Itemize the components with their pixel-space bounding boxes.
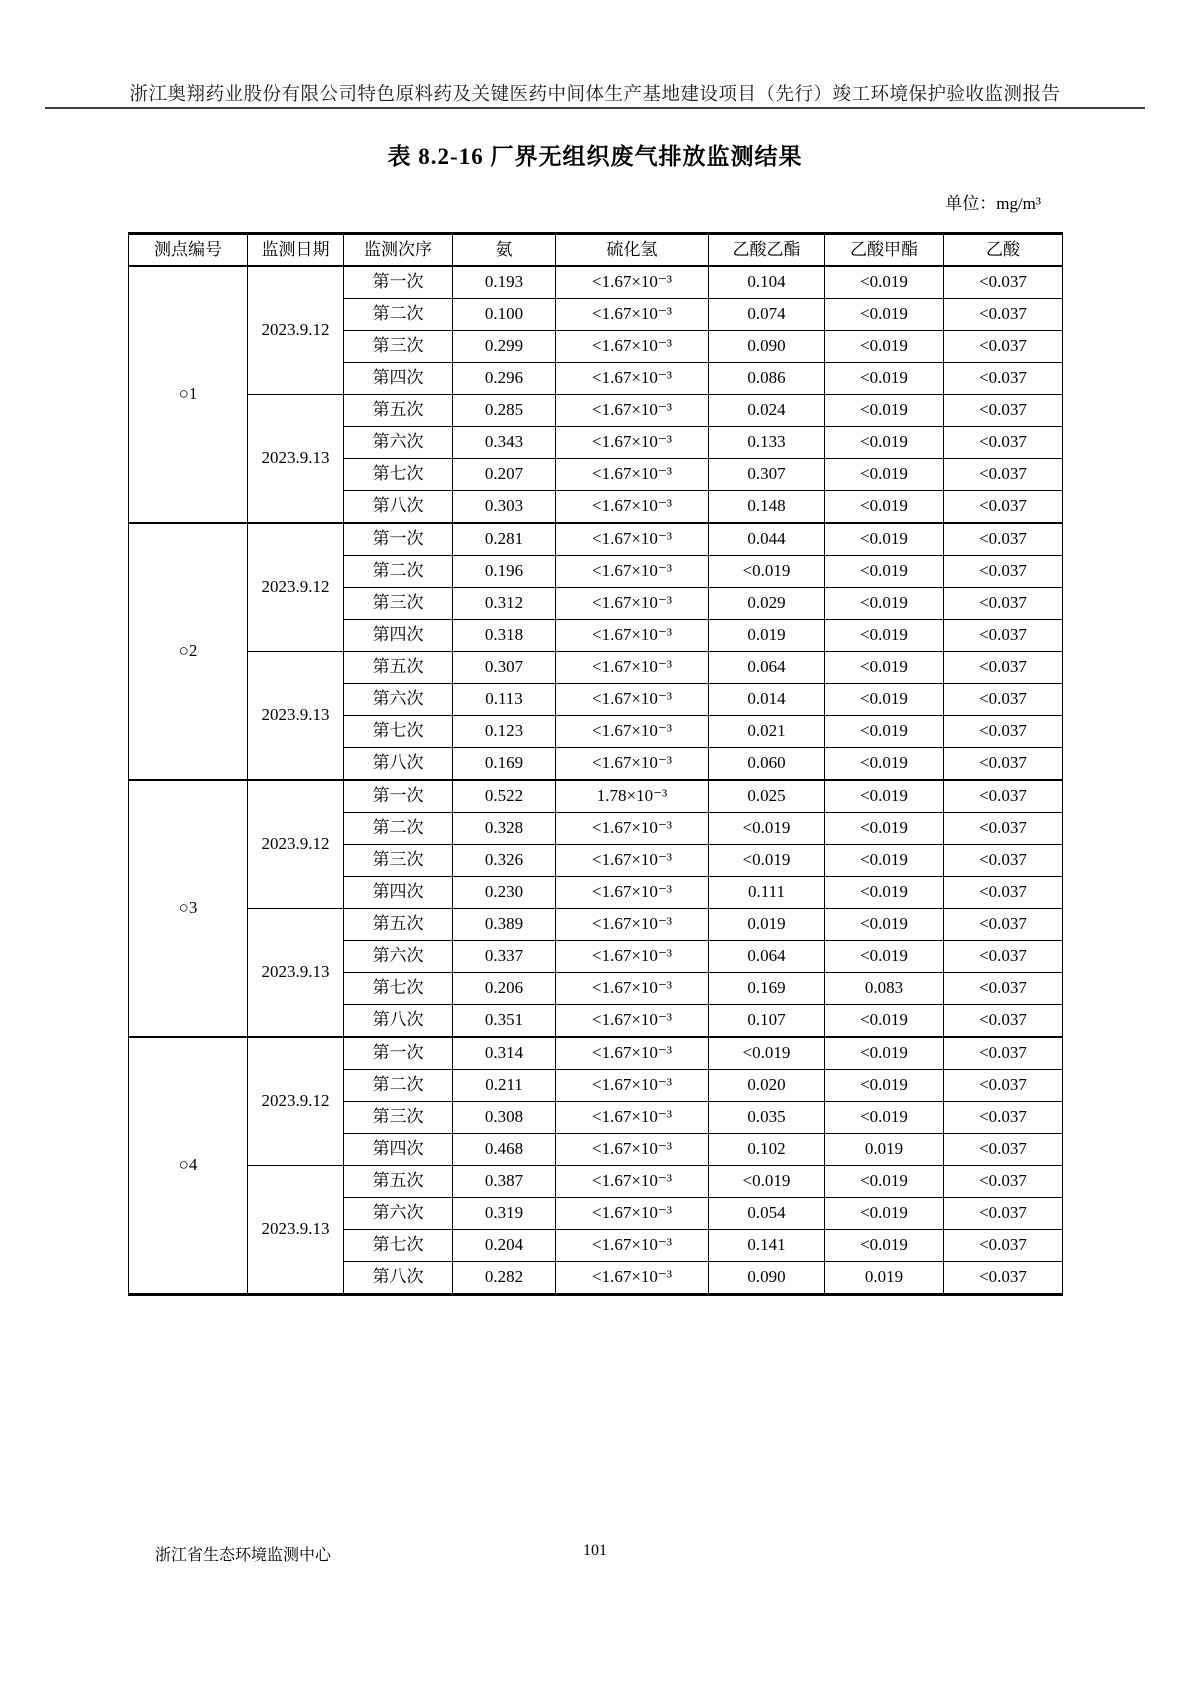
value-cell: 0.299	[453, 331, 556, 363]
value-cell: <1.67×10⁻³	[556, 941, 709, 973]
value-cell: <1.67×10⁻³	[556, 491, 709, 524]
value-cell: <1.67×10⁻³	[556, 1134, 709, 1166]
table-header-row	[129, 234, 1063, 267]
value-cell: 0.020	[709, 1070, 825, 1102]
sequence-cell: 第三次	[344, 588, 453, 620]
value-cell: <0.037	[944, 941, 1063, 973]
value-cell: <1.67×10⁻³	[556, 459, 709, 491]
value-cell: <0.019	[825, 1102, 944, 1134]
value-cell: 0.337	[453, 941, 556, 973]
sequence-cell: 第六次	[344, 941, 453, 973]
sequence-cell: 第一次	[344, 780, 453, 813]
value-cell: <0.019	[825, 813, 944, 845]
sequence-cell: 第二次	[344, 299, 453, 331]
report-header: 浙江奥翔药业股份有限公司特色原料药及关键医药中间体生产基地建设项目（先行）竣工环境保护验收监测报告	[129, 85, 1061, 105]
date-cell: 2023.9.12	[248, 1037, 344, 1166]
value-cell: <0.019	[825, 1166, 944, 1198]
value-cell: 0.193	[453, 266, 556, 299]
value-cell: <1.67×10⁻³	[556, 1262, 709, 1295]
sequence-cell: 第四次	[344, 620, 453, 652]
value-cell: <1.67×10⁻³	[556, 1037, 709, 1070]
value-cell: <1.67×10⁻³	[556, 556, 709, 588]
value-cell: <0.019	[825, 523, 944, 556]
value-cell: <0.037	[944, 1230, 1063, 1262]
value-cell: 0.083	[825, 973, 944, 1005]
value-cell: <0.019	[709, 813, 825, 845]
value-cell: 0.296	[453, 363, 556, 395]
value-cell: 0.230	[453, 877, 556, 909]
footer-page-number: 101	[583, 1542, 607, 1559]
value-cell: <0.037	[944, 1262, 1063, 1295]
value-cell: 0.113	[453, 684, 556, 716]
value-cell: <1.67×10⁻³	[556, 748, 709, 781]
unit-label: 单位：mg/m³	[945, 194, 1041, 213]
value-cell: <0.019	[709, 556, 825, 588]
value-cell: <1.67×10⁻³	[556, 973, 709, 1005]
date-cell: 2023.9.12	[248, 266, 344, 395]
column-header: 监测次序	[344, 234, 453, 267]
value-cell: <0.019	[825, 459, 944, 491]
value-cell: <0.019	[825, 1230, 944, 1262]
value-cell: <1.67×10⁻³	[556, 427, 709, 459]
value-cell: <0.037	[944, 1005, 1063, 1038]
value-cell: <1.67×10⁻³	[556, 299, 709, 331]
value-cell: <0.019	[825, 909, 944, 941]
column-header: 乙酸甲酯	[825, 234, 944, 267]
value-cell: 0.308	[453, 1102, 556, 1134]
value-cell: <1.67×10⁻³	[556, 716, 709, 748]
value-cell: 0.019	[709, 620, 825, 652]
value-cell: <0.019	[825, 780, 944, 813]
value-cell: <0.019	[825, 1037, 944, 1070]
point-id-cell: ○3	[129, 780, 248, 1037]
value-cell: <1.67×10⁻³	[556, 620, 709, 652]
value-cell: 0.326	[453, 845, 556, 877]
sequence-cell: 第二次	[344, 556, 453, 588]
value-cell: <0.037	[944, 973, 1063, 1005]
sequence-cell: 第八次	[344, 748, 453, 781]
value-cell: 0.314	[453, 1037, 556, 1070]
table-row	[129, 266, 1063, 299]
page-title: 表 8.2-16 厂界无组织废气排放监测结果	[387, 144, 803, 169]
value-cell: 0.211	[453, 1070, 556, 1102]
table-row	[129, 780, 1063, 813]
value-cell: <0.019	[825, 395, 944, 427]
value-cell: 0.100	[453, 299, 556, 331]
value-cell: <1.67×10⁻³	[556, 1070, 709, 1102]
value-cell: <0.019	[825, 331, 944, 363]
value-cell: <0.037	[944, 299, 1063, 331]
value-cell: 0.090	[709, 1262, 825, 1295]
value-cell: <0.037	[944, 1134, 1063, 1166]
value-cell: <1.67×10⁻³	[556, 652, 709, 684]
value-cell: 0.169	[453, 748, 556, 781]
value-cell: 0.019	[825, 1262, 944, 1295]
sequence-cell: 第一次	[344, 1037, 453, 1070]
value-cell: <0.037	[944, 716, 1063, 748]
date-cell: 2023.9.13	[248, 909, 344, 1038]
value-cell: 0.024	[709, 395, 825, 427]
value-cell: <0.037	[944, 331, 1063, 363]
value-cell: <0.037	[944, 1198, 1063, 1230]
sequence-cell: 第一次	[344, 523, 453, 556]
value-cell: <0.019	[825, 427, 944, 459]
value-cell: <0.019	[825, 652, 944, 684]
value-cell: <0.037	[944, 780, 1063, 813]
value-cell: 0.307	[453, 652, 556, 684]
value-cell: 0.351	[453, 1005, 556, 1038]
column-header: 测点编号	[129, 234, 248, 267]
table-body	[129, 266, 1063, 1295]
value-cell: <0.019	[825, 1070, 944, 1102]
value-cell: 0.141	[709, 1230, 825, 1262]
column-header: 硫化氢	[556, 234, 709, 267]
value-cell: 0.054	[709, 1198, 825, 1230]
value-cell: <0.019	[709, 845, 825, 877]
value-cell: <1.67×10⁻³	[556, 1005, 709, 1038]
value-cell: 0.169	[709, 973, 825, 1005]
value-cell: <0.037	[944, 909, 1063, 941]
value-cell: 0.044	[709, 523, 825, 556]
value-cell: 0.312	[453, 588, 556, 620]
value-cell: <0.019	[825, 266, 944, 299]
sequence-cell: 第四次	[344, 363, 453, 395]
value-cell: <0.019	[825, 556, 944, 588]
column-header: 乙酸乙酯	[709, 234, 825, 267]
sequence-cell: 第六次	[344, 684, 453, 716]
value-cell: <0.037	[944, 620, 1063, 652]
sequence-cell: 第四次	[344, 877, 453, 909]
sequence-cell: 第三次	[344, 1102, 453, 1134]
value-cell: <1.67×10⁻³	[556, 363, 709, 395]
value-cell: <0.019	[825, 363, 944, 395]
sequence-cell: 第五次	[344, 652, 453, 684]
value-cell: 0.343	[453, 427, 556, 459]
value-cell: <0.019	[825, 684, 944, 716]
value-cell: <0.037	[944, 556, 1063, 588]
column-header: 监测日期	[248, 234, 344, 267]
sequence-cell: 第二次	[344, 1070, 453, 1102]
point-id-cell: ○1	[129, 266, 248, 523]
value-cell: <0.037	[944, 395, 1063, 427]
date-cell: 2023.9.12	[248, 523, 344, 652]
value-cell: <0.037	[944, 1070, 1063, 1102]
value-cell: 0.196	[453, 556, 556, 588]
value-cell: <1.67×10⁻³	[556, 684, 709, 716]
value-cell: 0.107	[709, 1005, 825, 1038]
value-cell: 0.522	[453, 780, 556, 813]
value-cell: 0.104	[709, 266, 825, 299]
date-cell: 2023.9.13	[248, 1166, 344, 1295]
sequence-cell: 第八次	[344, 491, 453, 524]
date-cell: 2023.9.13	[248, 395, 344, 524]
value-cell: 0.387	[453, 1166, 556, 1198]
value-cell: <1.67×10⁻³	[556, 1166, 709, 1198]
value-cell: 0.148	[709, 491, 825, 524]
sequence-cell: 第二次	[344, 813, 453, 845]
value-cell: <0.037	[944, 652, 1063, 684]
value-cell: 0.035	[709, 1102, 825, 1134]
value-cell: 0.090	[709, 331, 825, 363]
sequence-cell: 第七次	[344, 459, 453, 491]
value-cell: <1.67×10⁻³	[556, 395, 709, 427]
value-cell: <0.037	[944, 845, 1063, 877]
value-cell: <1.67×10⁻³	[556, 813, 709, 845]
value-cell: <0.019	[825, 588, 944, 620]
value-cell: <0.037	[944, 491, 1063, 524]
point-id-cell: ○4	[129, 1037, 248, 1295]
sequence-cell: 第四次	[344, 1134, 453, 1166]
value-cell: <1.67×10⁻³	[556, 1102, 709, 1134]
value-cell: <0.019	[825, 1005, 944, 1038]
sequence-cell: 第三次	[344, 331, 453, 363]
value-cell: 0.204	[453, 1230, 556, 1262]
column-header: 乙酸	[944, 234, 1063, 267]
column-header: 氨	[453, 234, 556, 267]
value-cell: 0.319	[453, 1198, 556, 1230]
table-row	[129, 523, 1063, 556]
sequence-cell: 第七次	[344, 1230, 453, 1262]
value-cell: <0.037	[944, 588, 1063, 620]
value-cell: <0.019	[825, 491, 944, 524]
sequence-cell: 第六次	[344, 427, 453, 459]
value-cell: <1.67×10⁻³	[556, 523, 709, 556]
value-cell: 0.282	[453, 1262, 556, 1295]
value-cell: 0.123	[453, 716, 556, 748]
value-cell: <1.67×10⁻³	[556, 331, 709, 363]
header-divider	[45, 107, 1145, 109]
monitoring-table	[128, 232, 1063, 1296]
table-row	[129, 1037, 1063, 1070]
sequence-cell: 第五次	[344, 909, 453, 941]
value-cell: 0.029	[709, 588, 825, 620]
value-cell: 0.328	[453, 813, 556, 845]
value-cell: 0.019	[709, 909, 825, 941]
value-cell: 0.102	[709, 1134, 825, 1166]
value-cell: 0.064	[709, 652, 825, 684]
sequence-cell: 第一次	[344, 266, 453, 299]
value-cell: 0.207	[453, 459, 556, 491]
value-cell: <0.019	[825, 620, 944, 652]
value-cell: <1.67×10⁻³	[556, 588, 709, 620]
value-cell: <1.67×10⁻³	[556, 266, 709, 299]
value-cell: 0.014	[709, 684, 825, 716]
value-cell: 0.086	[709, 363, 825, 395]
value-cell: <0.037	[944, 1102, 1063, 1134]
table-row	[129, 395, 1063, 427]
value-cell: 0.307	[709, 459, 825, 491]
value-cell: 0.318	[453, 620, 556, 652]
value-cell: <0.037	[944, 748, 1063, 781]
value-cell: 0.064	[709, 941, 825, 973]
value-cell: <0.037	[944, 1166, 1063, 1198]
value-cell: <1.67×10⁻³	[556, 909, 709, 941]
value-cell: 1.78×10⁻³	[556, 780, 709, 813]
value-cell: <1.67×10⁻³	[556, 877, 709, 909]
sequence-cell: 第五次	[344, 1166, 453, 1198]
date-cell: 2023.9.13	[248, 652, 344, 781]
value-cell: <0.019	[825, 877, 944, 909]
table-row	[129, 1166, 1063, 1198]
value-cell: 0.303	[453, 491, 556, 524]
value-cell: <0.037	[944, 813, 1063, 845]
value-cell: <0.037	[944, 877, 1063, 909]
value-cell: <0.037	[944, 523, 1063, 556]
value-cell: 0.019	[825, 1134, 944, 1166]
value-cell: <0.019	[825, 748, 944, 781]
value-cell: <0.019	[825, 941, 944, 973]
value-cell: <0.019	[825, 299, 944, 331]
table-row	[129, 652, 1063, 684]
sequence-cell: 第五次	[344, 395, 453, 427]
value-cell: 0.133	[709, 427, 825, 459]
value-cell: <0.037	[944, 684, 1063, 716]
value-cell: <1.67×10⁻³	[556, 1230, 709, 1262]
value-cell: <0.037	[944, 1037, 1063, 1070]
value-cell: <1.67×10⁻³	[556, 845, 709, 877]
sequence-cell: 第三次	[344, 845, 453, 877]
value-cell: <0.037	[944, 459, 1063, 491]
point-id-cell: ○2	[129, 523, 248, 780]
value-cell: <0.037	[944, 363, 1063, 395]
sequence-cell: 第六次	[344, 1198, 453, 1230]
value-cell: 0.281	[453, 523, 556, 556]
value-cell: <0.019	[709, 1037, 825, 1070]
value-cell: 0.468	[453, 1134, 556, 1166]
value-cell: 0.389	[453, 909, 556, 941]
value-cell: <0.019	[709, 1166, 825, 1198]
table-row	[129, 909, 1063, 941]
date-cell: 2023.9.12	[248, 780, 344, 909]
value-cell: <0.037	[944, 427, 1063, 459]
sequence-cell: 第七次	[344, 716, 453, 748]
value-cell: 0.111	[709, 877, 825, 909]
value-cell: <0.019	[825, 716, 944, 748]
sequence-cell: 第七次	[344, 973, 453, 1005]
value-cell: 0.206	[453, 973, 556, 1005]
value-cell: 0.025	[709, 780, 825, 813]
value-cell: 0.021	[709, 716, 825, 748]
value-cell: <0.019	[825, 845, 944, 877]
sequence-cell: 第八次	[344, 1005, 453, 1038]
value-cell: <0.019	[825, 1198, 944, 1230]
value-cell: 0.074	[709, 299, 825, 331]
value-cell: 0.060	[709, 748, 825, 781]
value-cell: <0.037	[944, 266, 1063, 299]
value-cell: <1.67×10⁻³	[556, 1198, 709, 1230]
value-cell: 0.285	[453, 395, 556, 427]
footer-organization: 浙江省生态环境监测中心	[155, 1547, 332, 1564]
sequence-cell: 第八次	[344, 1262, 453, 1295]
